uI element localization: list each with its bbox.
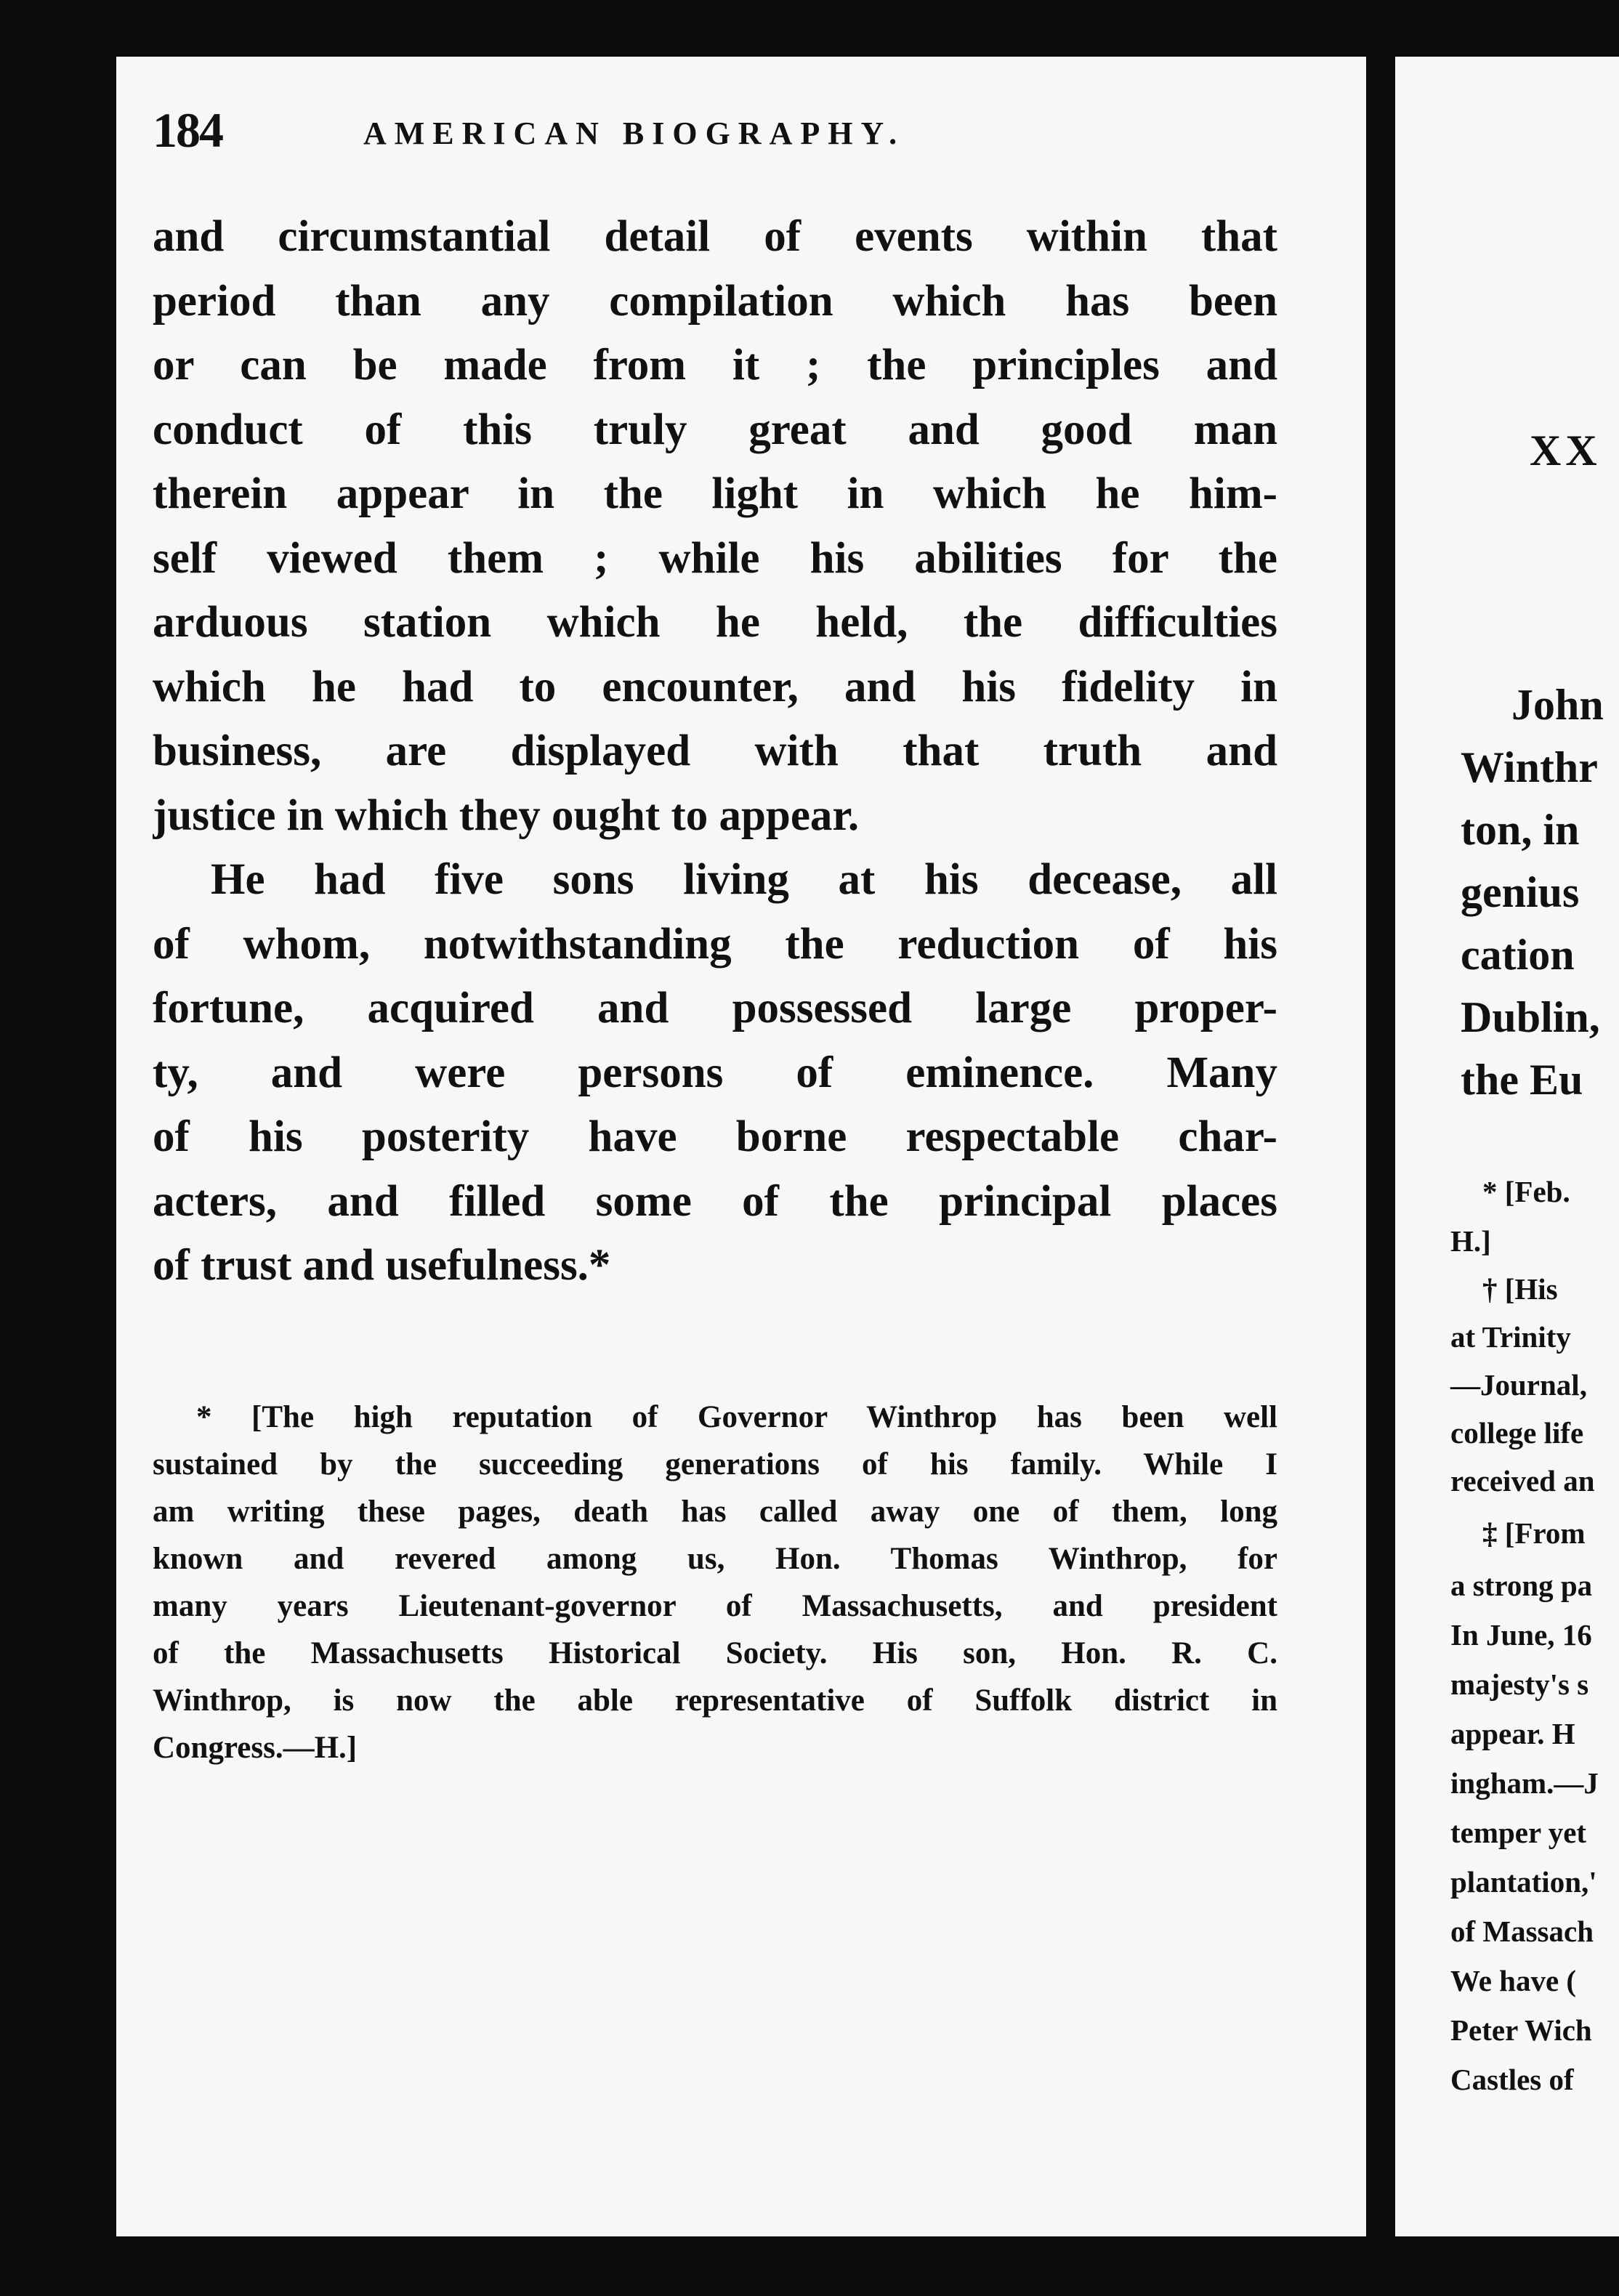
text-line: the Eu [1461, 1056, 1583, 1104]
text-line: self viewed them ; while his abilities for the [153, 533, 1277, 583]
footnote-line: ingham.—J [1450, 1766, 1599, 1800]
footnote-line: * [Feb. [1482, 1175, 1570, 1208]
footnote-line: many years Lieutenant-governor of Massachusetts, and president [153, 1589, 1277, 1623]
text-line: Dublin, [1461, 993, 1600, 1041]
text-line: acters, and filled some of the principal places [153, 1176, 1277, 1226]
footnote-line: Winthrop, is now the able representative of Suffolk district in [153, 1683, 1277, 1718]
footnote-line: In June, 16 [1450, 1618, 1592, 1652]
footnote-line: Congress.—H.] [153, 1731, 358, 1765]
footnote-line: —Journal, [1450, 1368, 1587, 1402]
text-line: period than any compilation which has been [153, 276, 1277, 326]
footnote-line: temper yet [1450, 1816, 1587, 1849]
text-line: cation [1461, 931, 1575, 979]
footnote-line: appear. H [1450, 1717, 1575, 1750]
main-text [153, 205, 1277, 1298]
footnote-line: at Trinity [1450, 1320, 1571, 1354]
right-page-fragment [1395, 57, 1619, 2236]
text-line: fortune, acquired and possessed large proper- [153, 984, 1277, 1032]
footnote-line: am writing these pages, death has called away one of them, long [153, 1495, 1277, 1529]
footnote-line: Castles of [1450, 2063, 1574, 2096]
footnote-line: majesty's s [1450, 1668, 1589, 1701]
footnote-line: H.] [1450, 1224, 1491, 1258]
text-line: John [1511, 681, 1604, 729]
text-line: of trust and usefulness.* [153, 1241, 611, 1290]
footnote-line: We have ( [1450, 1964, 1577, 1997]
text-line: of whom, notwithstanding the reduction of his [153, 919, 1277, 969]
page-number: 184 [153, 102, 222, 158]
footnote-line: † [His [1482, 1272, 1558, 1306]
text-line: conduct of this truly great and good man [153, 405, 1277, 454]
footnote-line: a strong pa [1450, 1569, 1593, 1602]
text-line: justice in which they ought to appear. [153, 791, 860, 840]
text-line: ty, and were persons of eminence. Many [153, 1048, 1277, 1097]
footnote-line: plantation,' [1450, 1865, 1597, 1899]
footnote-line: college life [1450, 1416, 1584, 1450]
footnote [153, 1394, 1277, 1771]
footnote-line: received an [1450, 1464, 1595, 1497]
footnote-line: ‡ [From [1482, 1516, 1586, 1550]
footnote-line: known and revered among us, Hon. Thomas Winthrop, for [153, 1542, 1277, 1576]
text-line: or can be made from it ; the principles and [153, 341, 1277, 389]
footnote-line: Peter Wich [1450, 2013, 1592, 2047]
text-line: genius [1461, 868, 1580, 916]
text-line: which he had to encounter, and his fidelity in [153, 662, 1277, 711]
text-line: and circumstantial detail of events within that [153, 212, 1277, 261]
text-line: arduous station which he held, the difficulties [153, 598, 1277, 647]
text-line: Winthr [1461, 743, 1598, 791]
running-head: AMERICAN BIOGRAPHY. [363, 116, 905, 151]
text-line: He had five sons living at his decease, all [211, 855, 1277, 904]
page-header [153, 102, 1279, 182]
text-line: ton, in [1461, 806, 1580, 854]
footnote-line: * [The high reputation of Governor Winthrop has been well [196, 1400, 1277, 1434]
text-line: business, are displayed with that truth and [153, 727, 1277, 775]
footnote-line: sustained by the succeeding generations of his family. While I [153, 1447, 1277, 1482]
chapter-heading: XX [1530, 427, 1602, 474]
footnote-line: of Massach [1450, 1915, 1594, 1948]
footnote-line: of the Massachusetts Historical Society. His son, Hon. R. C. [153, 1636, 1277, 1670]
text-line: therein appear in the light in which he him- [153, 469, 1277, 518]
text-line: of his posterity have borne respectable char- [153, 1112, 1277, 1161]
